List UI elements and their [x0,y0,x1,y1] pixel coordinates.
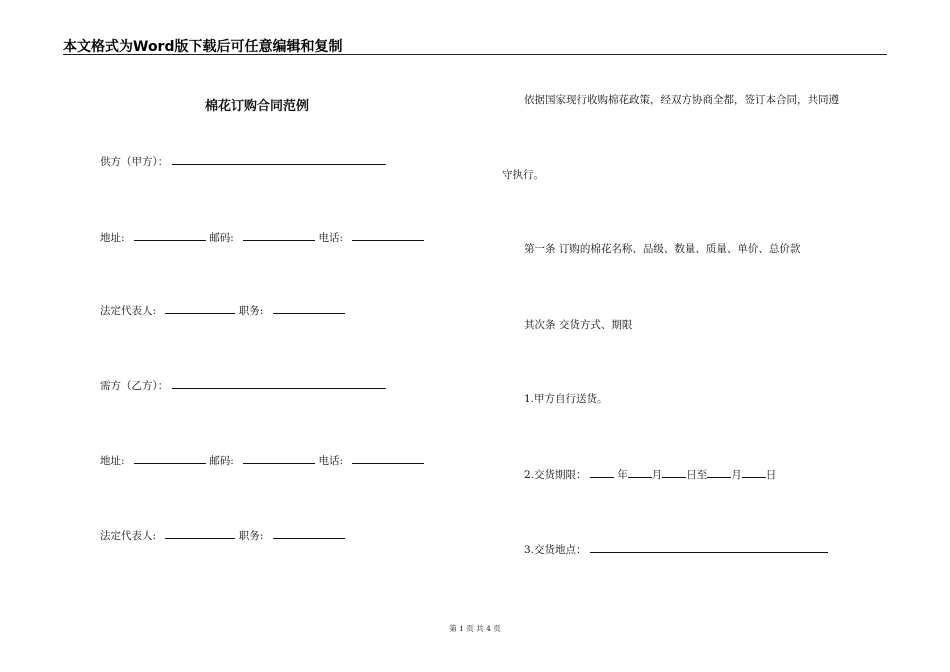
supplier-address-blank[interactable] [134,230,206,241]
page-total: 4 [486,624,491,633]
buyer-legal-rep-blank[interactable] [165,528,235,539]
supplier-position-blank[interactable] [273,303,345,314]
supplier-name-blank[interactable] [172,154,386,165]
supplier-legal-rep-blank[interactable] [165,303,235,314]
supplier-address-label: 地址: [100,232,125,244]
buyer-address-label: 地址: [100,455,125,467]
delivery-item-2 [524,467,776,482]
buyer-address-blank[interactable] [134,453,206,464]
buyer-phone-label: 电话: [318,455,344,467]
intro-line-2: 守执行。 [502,169,544,181]
start-day-unit: 日至 [686,469,708,481]
buyer-line [100,378,386,393]
intro-line-1: 依据国家现行收购棉花政策，经双方协商全都，签订本合同，共同遵 [524,94,839,106]
page-number [0,623,950,634]
delivery-item-1: 1.甲方自行送货。 [524,393,608,405]
buyer-label: 需方（乙方）： [100,380,169,392]
start-day-blank[interactable] [662,467,686,478]
supplier-postcode-blank[interactable] [243,230,315,241]
delivery-period-label: 2.交货期限： [524,469,587,481]
page-current: 1 [459,624,464,633]
page-suffix: 页 [493,624,501,633]
buyer-phone-blank[interactable] [352,453,424,464]
header-divider [63,54,887,55]
supplier-contact-line [100,230,424,245]
page-mid: 页 共 [466,624,484,633]
contract-title: 棉花订购合同范例 [205,99,310,114]
start-month-unit: 月 [651,469,663,481]
article-1: 第一条 订购的棉花名称、品级、数量、质量、单价、总价款 [524,243,801,255]
page-header-title: 本文格式为Word版下载后可任意编辑和复制 [63,39,343,55]
buyer-legal-rep-label: 法定代表人: [100,530,157,542]
supplier-phone-label: 电话: [318,232,344,244]
supplier-position-label: 职务: [238,305,264,317]
buyer-name-blank[interactable] [172,378,386,389]
end-month-unit: 月 [731,469,742,481]
supplier-phone-blank[interactable] [352,230,424,241]
article-2: 其次条 交货方式、期限 [524,319,633,331]
start-month-blank[interactable] [628,467,652,478]
buyer-postcode-label: 邮码: [209,455,234,467]
delivery-location-blank[interactable] [590,542,828,553]
buyer-position-blank[interactable] [273,528,345,539]
delivery-location-label: 3.交货地点： [524,544,587,556]
start-year-blank[interactable] [590,467,614,478]
buyer-position-label: 职务: [238,530,264,542]
end-day-blank[interactable] [742,467,766,478]
start-year-unit: 年 [617,469,628,481]
end-day-unit: 日 [765,469,777,481]
supplier-label: 供方（甲方）： [100,156,169,168]
buyer-contact-line [100,453,424,468]
page-prefix: 第 [449,624,457,633]
end-month-blank[interactable] [707,467,731,478]
supplier-legal-rep-label: 法定代表人: [100,305,157,317]
supplier-line [100,154,386,169]
buyer-rep-line [100,528,345,543]
supplier-rep-line [100,303,345,318]
supplier-postcode-label: 邮码: [209,232,234,244]
buyer-postcode-blank[interactable] [243,453,315,464]
delivery-item-3 [524,542,828,557]
